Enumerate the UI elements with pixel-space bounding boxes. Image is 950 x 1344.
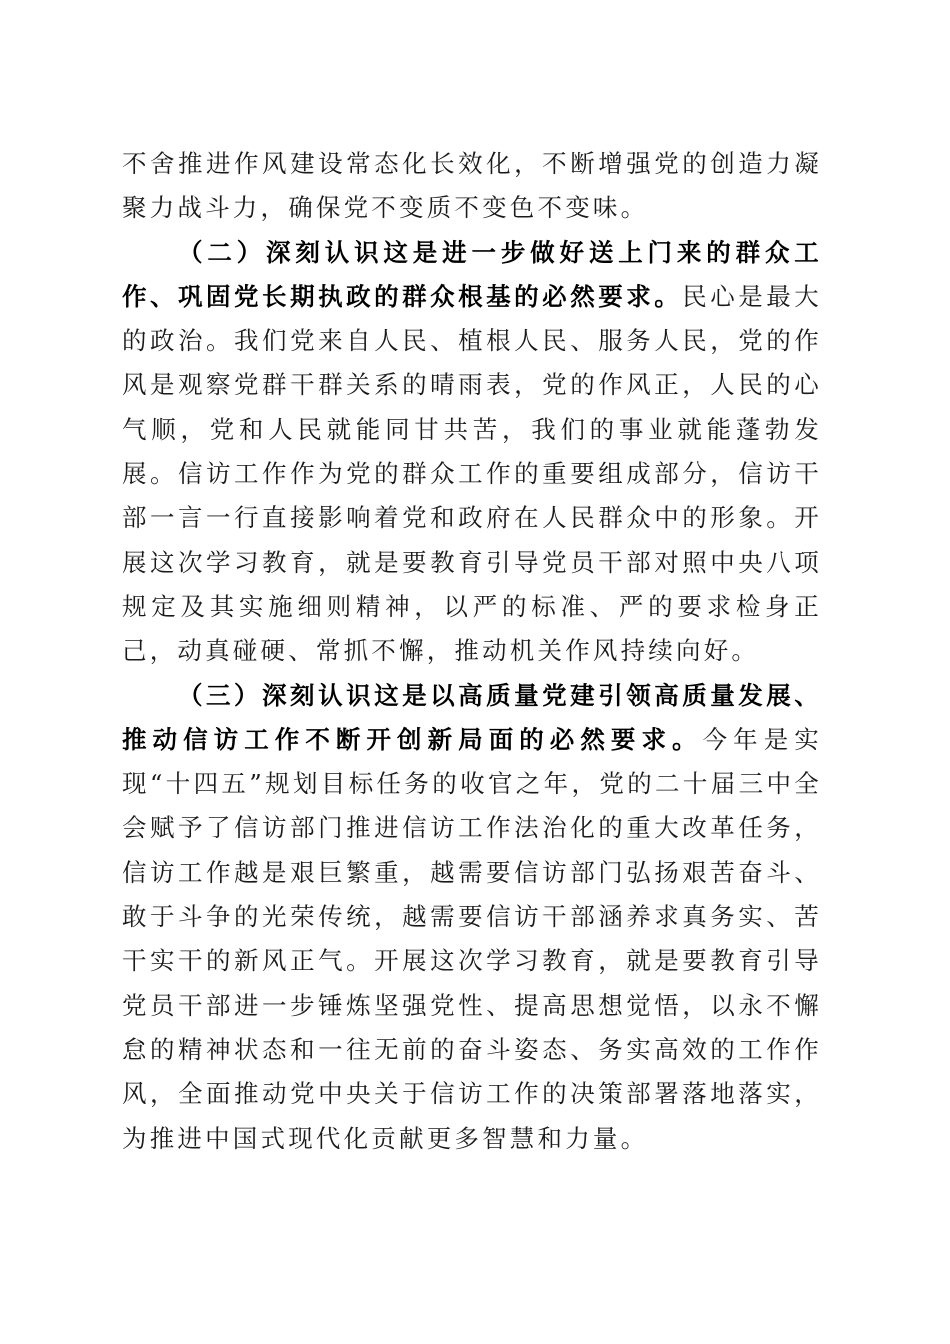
paragraph-section-2 <box>122 231 822 674</box>
section-heading: （三）深刻认识这是以高质量党建引领高质量发展、推动信访工作不断开创新局面的必然要求。 <box>122 680 822 754</box>
paragraph-body: 不舍推进作风建设常态化长效化，不断增强党的创造力凝聚力战斗力，确保党不变质不变色不变味。 <box>122 149 822 223</box>
paragraph-continuation <box>122 142 822 231</box>
document-page <box>122 142 822 1161</box>
paragraph-section-3 <box>122 674 822 1161</box>
section-heading: （二）深刻认识这是进一步做好送上门来的群众工作、巩固党长期执政的群众根基的必然要求。 <box>122 237 822 311</box>
paragraph-body: 今年是实现“十四五”规划目标任务的收官之年，党的二十届三中全会赋予了信访部门推进信访工作法治化的重大改革任务，信访工作越是艰巨繁重，越需要信访部门弘扬艰苦奋斗、敢于斗争的光荣传统，越需要信访干部涵养求真务实、苦干实干的新风正气。开展这次学习教育，就是要教育引导党员干部进一步锤炼坚强党性、提高思想觉悟，以永不懈怠的精神状态和一往无前的奋斗姿态、务实高效的工作作风，全面推动党中央关于信访工作的决策部署落地落实，为推进中国式现代化贡献更多智慧和力量。 <box>122 724 822 1153</box>
paragraph-body: 民心是最大的政治。我们党来自人民、植根人民、服务人民，党的作风是观察党群干群关系的晴雨表，党的作风正，人民的心气顺，党和人民就能同甘共苦，我们的事业就能蓬勃发展。信访工作作为党的群众工作的重要组成部分，信访干部一言一行直接影响着党和政府在人民群众中的形象。开展这次学习教育，就是要教育引导党员干部对照中央八项规定及其实施细则精神，以严的标准、严的要求检身正己，动真碰硬、常抓不懈，推动机关作风持续向好。 <box>122 281 822 666</box>
